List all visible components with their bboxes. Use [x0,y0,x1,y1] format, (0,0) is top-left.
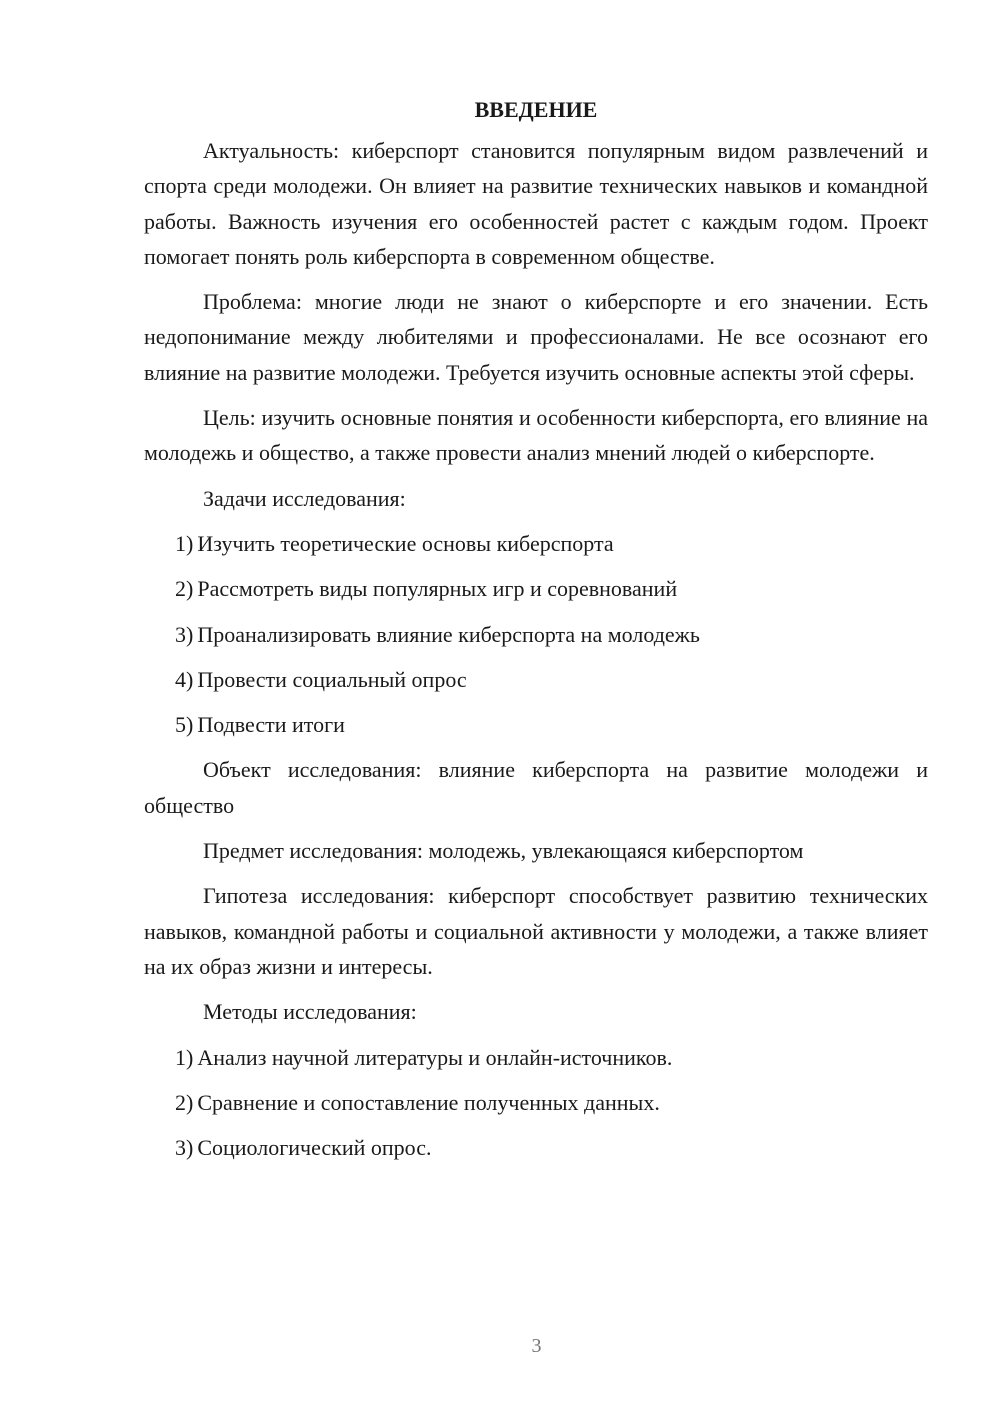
page-number: 3 [531,1335,542,1357]
method-item [144,1130,928,1165]
task-item [144,707,928,742]
method-number: 2) [175,1089,194,1115]
goal-paragraph: Цель: изучить основные понятия и особенности киберспорта, его влияние на молодежь и общество, а также провести анализ мнений людей о киберспорте. [144,405,928,466]
method-text: Сравнение и сопоставление полученных данных. [197,1089,660,1115]
subject-paragraph: Предмет исследования: молодежь, увлекающаяся киберспортом [203,838,804,864]
method-item [144,1085,928,1120]
method-item [144,1040,928,1075]
task-number: 5) [175,712,194,738]
methods-title: Методы исследования: [203,999,417,1025]
problem-paragraph: Проблема: многие люди не знают о киберспорте и его значении. Есть недопонимание между любителями и профессионалами. Не все осознают его влияние на развитие молодежи. Требуется изучить основные аспекты этой сферы. [144,289,928,385]
task-text: Подвести итоги [197,712,345,738]
relevance-paragraph: Актуальность: киберспорт становится популярным видом развлечений и спорта среди молодежи. Он влияет на развитие технических навыков и командной работы. Важность изучения его особенностей растет с каждым годом. Проект помогает понять роль киберспорта в современном обществе. [144,138,928,269]
task-text: Изучить теоретические основы киберспорта [197,530,614,556]
task-number: 3) [175,621,194,647]
task-text: Провести социальный опрос [197,666,467,692]
task-number: 4) [175,666,194,692]
task-item [144,571,928,606]
task-item [144,617,928,652]
tasks-title: Задачи исследования: [203,485,406,511]
page-content [144,92,928,1175]
task-item [144,526,928,561]
object-paragraph: Объект исследования: влияние киберспорта на развитие молодежи и общество [144,757,928,818]
task-number: 2) [175,576,194,602]
task-text: Рассмотреть виды популярных игр и соревнований [197,576,678,602]
task-number: 1) [175,530,194,556]
section-heading: ВВЕДЕНИЕ [474,97,598,122]
method-number: 1) [175,1044,194,1070]
method-number: 3) [175,1135,194,1161]
hypothesis-paragraph: Гипотеза исследования: киберспорт способствует развитию технических навыков, командной работы и социальной активности у молодежи, а также влияет на их образ жизни и интересы. [144,883,928,979]
method-text: Анализ научной литературы и онлайн-источников. [197,1044,673,1070]
task-text: Проанализировать влияние киберспорта на молодежь [197,621,700,647]
method-text: Социологический опрос. [197,1135,432,1161]
task-item [144,662,928,697]
